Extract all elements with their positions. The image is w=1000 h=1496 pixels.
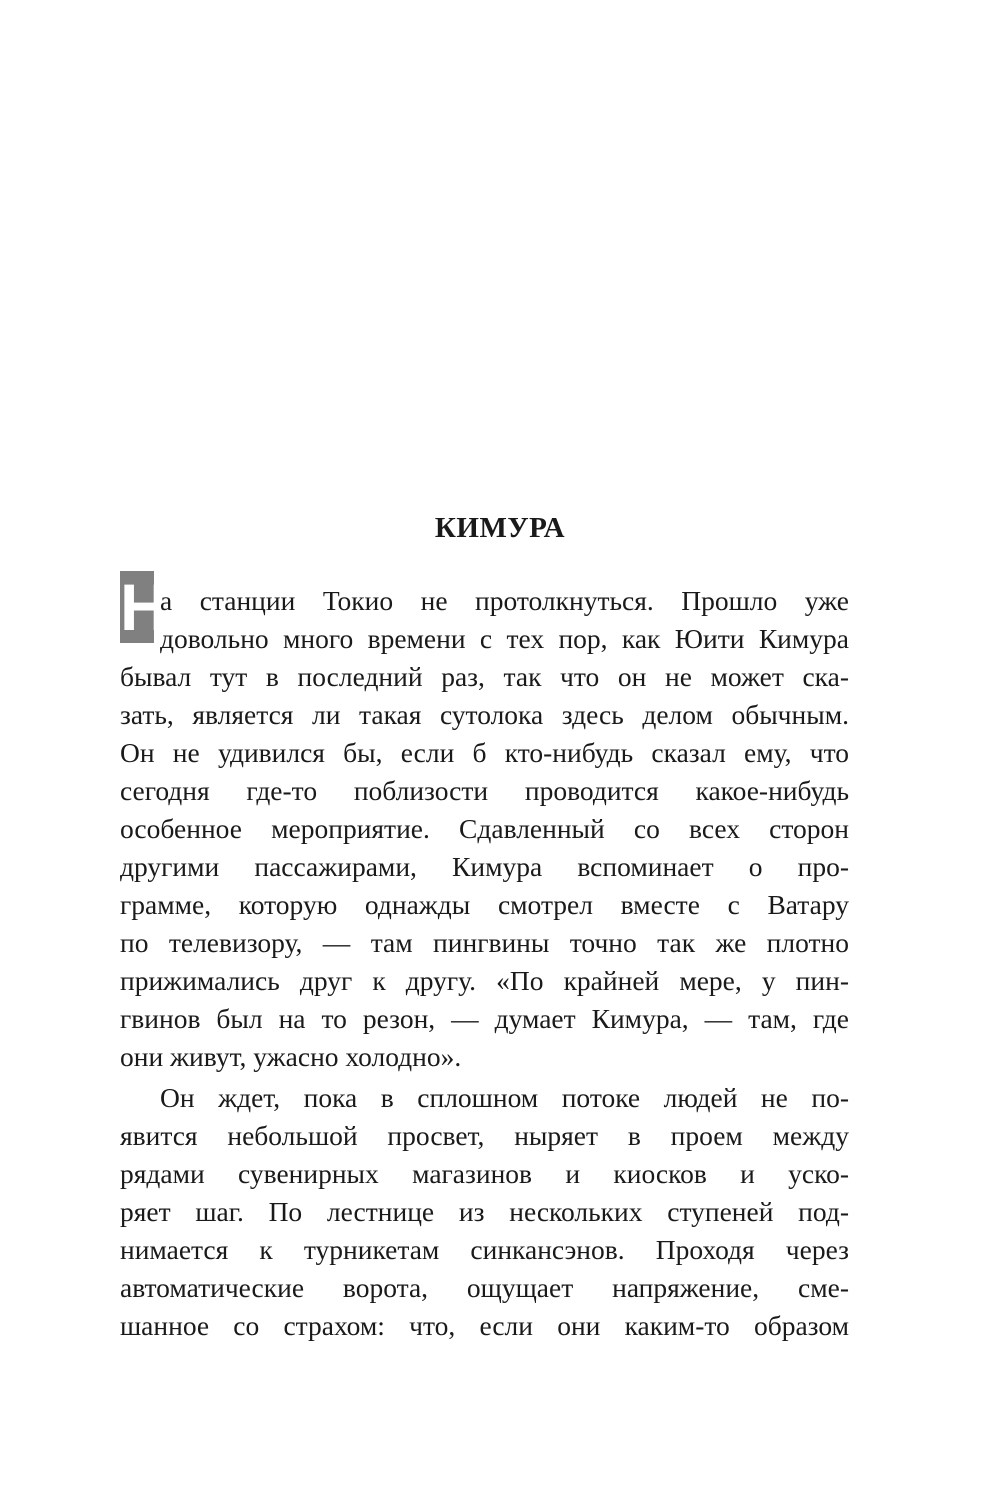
text-line: рядами сувенирных магазинов и киосков и уско-	[120, 1158, 849, 1189]
text-line: ряет шаг. По лестнице из нескольких ступеней под-	[120, 1196, 849, 1227]
text-line: особенное мероприятие. Сдавленный со всех сторон	[120, 813, 849, 844]
text-line: явится небольшой просвет, ныряет в проем между	[120, 1120, 849, 1151]
text-line: гвинов был на то резон, — думает Кимура, — там, где	[120, 1003, 849, 1034]
text-line: они живут, ужасно холодно».	[120, 1041, 462, 1072]
text-line: довольно много времени с тех пор, как Юити Кимура	[160, 623, 849, 654]
text-line: а станции Токио не протолкнуться. Прошло уже	[160, 585, 849, 616]
text-line: Он не удивился бы, если б кто-нибудь сказал ему, что	[120, 737, 849, 768]
text-line: сегодня где-то поблизости проводится какое-нибудь	[120, 775, 849, 806]
text-line: прижимались друг к другу. «По крайней мере, у пин-	[120, 965, 849, 996]
text-line: бывал тут в последний раз, так что он не может ска-	[120, 661, 849, 692]
text-line: по телевизору, — там пингвины точно так же плотно	[120, 927, 849, 958]
chapter-title: КИМУРА	[434, 512, 566, 544]
text-line: шанное со страхом: что, если они каким-то образом	[120, 1310, 849, 1341]
text-line: зать, является ли такая сутолока здесь делом обычным.	[120, 699, 849, 730]
text-line: другими пассажирами, Кимура вспоминает о про-	[120, 851, 849, 882]
text-line: автоматические ворота, ощущает напряжение, сме-	[120, 1272, 849, 1303]
text-line: нимается к турникетам синкансэнов. Проходя через	[120, 1234, 849, 1265]
text-line: Он ждет, пока в сплошном потоке людей не по-	[160, 1082, 849, 1113]
text-line: грамме, которую однажды смотрел вместе с Ватару	[120, 889, 849, 920]
drop-cap: Н	[120, 570, 168, 644]
